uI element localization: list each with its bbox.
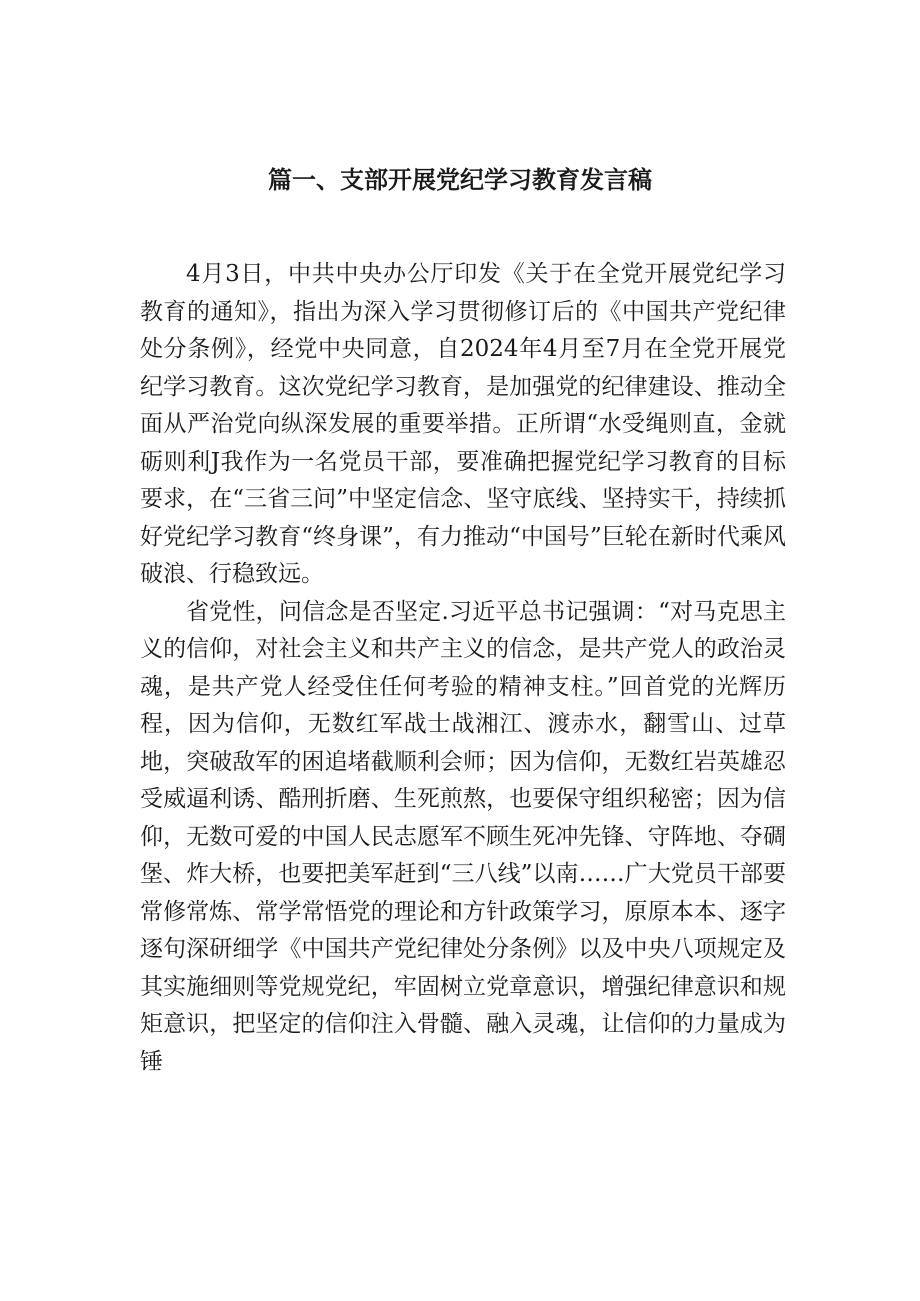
- paragraph-1: 4月3日，中共中央办公厅印发《关于在全党开展党纪学习教育的通知》，指出为深入学习贯彻修订后的《中国共产党纪律处分条例》，经党中央同意，自2024年4月至7月在全党开展党纪学习教育。这次党纪学习教育，是加强党的纪律建设、推动全面从严治党向纵深发展的重要举措。正所谓“水受绳则直，金就砺则利J我作为一名党员干部，要准确把握党纪学习教育的目标要求，在“三省三问”中坚定信念、坚守底线、坚持实干，持续抓好党纪学习教育“终身课”，有力推动“中国号”巨轮在新时代乘风破浪、行稳致远。: [140, 261, 786, 587]
- paragraph-2: 省党性，问信念是否坚定.习近平总书记强调：“对马克思主义的信仰，对社会主义和共产主义的信念，是共产党人的政治灵魂，是共产党人经受住任何考验的精神支柱。”回首党的光辉历程，因为信仰，无数红军战士战湘江、渡赤水，翻雪山、过草地，突破敌军的困追堵截顺利会师；因为信仰，无数红岩英雄忍受威逼利诱、酷刑折磨、生死煎熬，也要保守组织秘密；因为信仰，无数可爱的中国人民志愿军不顾生死冲先锋、守阵地、夺碉堡、炸大桥，也要把美军赶到“三八线”以南……广大党员干部要常修常炼、常学常悟党的理论和方针政策学习，原原本本、逐字逐句深研细学《中国共产党纪律处分条例》以及中央八项规定及其实施细则等党规党纪，牢固树立党章意识，增强纪律意识和规矩意识，把坚定的信仰注入骨髓、融入灵魂，让信仰的力量成为锤: [140, 598, 786, 1075]
- document-title: 篇一、支部开展党纪学习教育发言稿: [268, 166, 652, 194]
- document-body: [140, 256, 786, 1081]
